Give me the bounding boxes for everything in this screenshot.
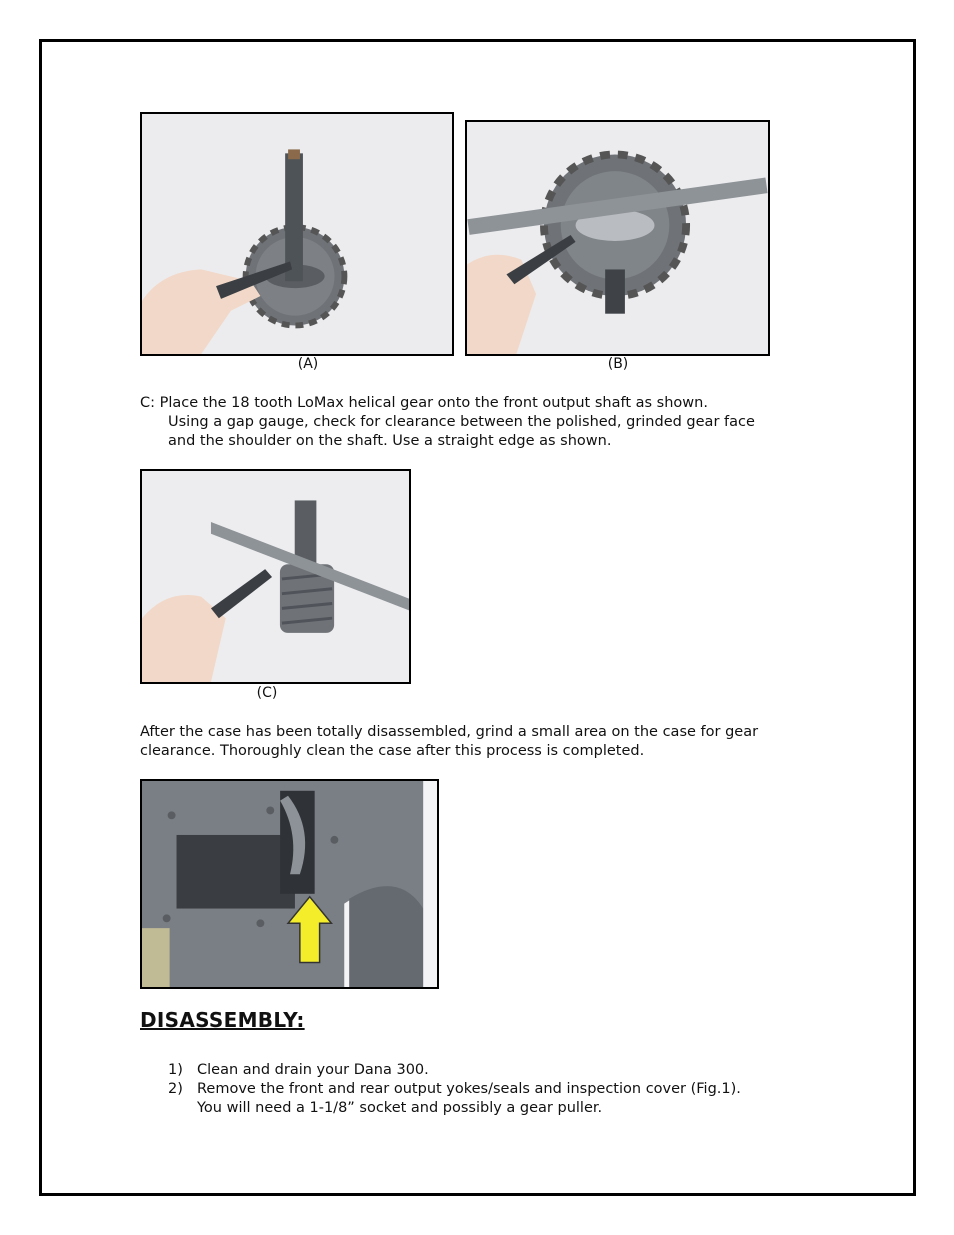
disassembly-heading: DISASSEMBLY: [140, 1008, 305, 1032]
gear-straight-edge-illustration [467, 122, 768, 354]
disassembly-steps-list [168, 1061, 818, 1118]
list-item [168, 1061, 818, 1080]
helical-gear-illustration [142, 471, 409, 682]
gear-shaft-illustration [142, 114, 452, 354]
photo-a-gap-gauge-gear [140, 112, 454, 356]
transfer-case-illustration [142, 781, 437, 987]
photo-case-grind-area [140, 779, 439, 989]
step-text: Remove the front and rear output yokes/seals and inspection cover (Fig.1). [197, 1081, 741, 1097]
case-grinding-note [140, 723, 830, 761]
step-c-line-1: C: Place the 18 tooth LoMax helical gear onto the front output shaft as shown. [140, 395, 708, 411]
caption-a: (A) [297, 356, 319, 372]
step-c-line-2: Using a gap gauge, check for clearance between the polished, grinded gear face [168, 414, 755, 430]
step-text-continued: You will need a 1-1/8” socket and possibly a gear puller. [197, 1100, 603, 1116]
step-text: Clean and drain your Dana 300. [197, 1062, 429, 1078]
step-c-line-3: and the shoulder on the shaft. Use a straight edge as shown. [168, 433, 612, 449]
case-note-line-1: After the case has been totally disassembled, grind a small area on the case for gear [140, 724, 759, 740]
case-note-line-2: clearance. Thoroughly clean the case after this process is completed. [140, 743, 645, 759]
step-number: 1) [168, 1062, 183, 1078]
step-c-instructions [140, 394, 830, 451]
step-number: 2) [168, 1081, 183, 1097]
photo-c-helical-gear-clearance [140, 469, 411, 684]
caption-b: (B) [607, 356, 629, 372]
caption-c: (C) [256, 685, 278, 701]
photo-b-straight-edge-gear [465, 120, 770, 356]
list-item [168, 1080, 818, 1118]
